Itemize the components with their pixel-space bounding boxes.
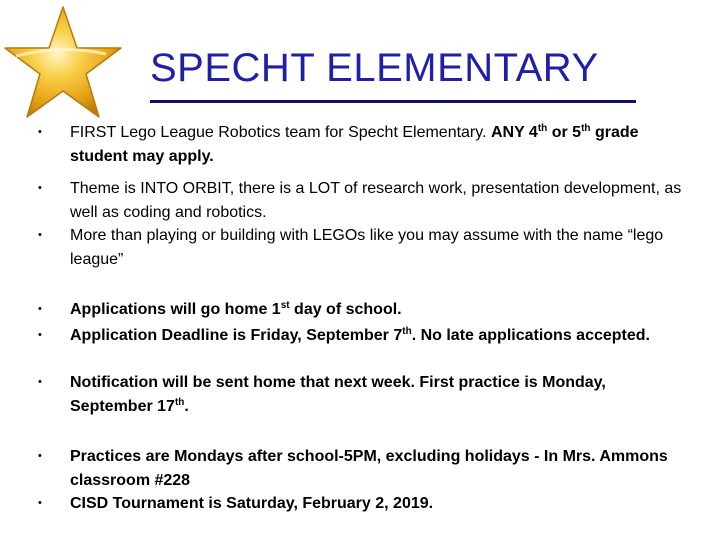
bullet-text <box>70 445 682 492</box>
bullet-text <box>70 324 682 348</box>
bullet-text <box>70 224 682 271</box>
text-run: Theme is INTO ORBIT, there is a LOT of research work, presentation development, as well as coding and robotics. <box>70 180 682 221</box>
bullet-text <box>70 298 682 322</box>
text-run: FIRST Lego League Robotics team for Specht Elementary. <box>70 124 491 141</box>
text-run: or 5 <box>547 124 582 141</box>
text-run: day of school. <box>289 301 402 318</box>
bullet-dot: • <box>38 497 42 509</box>
page-title: SPECHT ELEMENTARY <box>150 46 599 90</box>
bullet-dot: • <box>38 126 42 138</box>
bullet-dot: • <box>38 229 42 241</box>
bullet-dot: • <box>38 303 42 315</box>
superscript-text: th <box>581 123 591 134</box>
bullet-dot: • <box>38 376 42 388</box>
bullet-text <box>70 177 682 224</box>
bullet-text <box>70 371 682 418</box>
superscript-text: th <box>174 396 185 408</box>
bullet-text <box>70 121 682 168</box>
text-run: Notification will be sent home that next week. First practice is Monday, September 17 <box>70 374 606 415</box>
text-run: grade student may apply. <box>70 124 639 165</box>
text-run: CISD Tournament is Saturday, February 2, 2019. <box>70 495 434 512</box>
superscript-text: st <box>280 300 290 311</box>
bullet-dot: • <box>38 450 42 462</box>
text-run: . No late applications accepted. <box>411 327 650 344</box>
text-run: Applications will go home 1 <box>70 301 281 318</box>
bullet-dot: • <box>38 329 42 341</box>
bullet-dot: • <box>38 182 42 194</box>
bullet-text <box>70 492 682 516</box>
text-run: Application Deadline is Friday, September 7 <box>70 327 403 344</box>
superscript-text: th <box>537 123 548 134</box>
superscript-text: th <box>402 326 412 337</box>
text-run: More than playing or building with LEGOs like you may assume with the name “lego league” <box>70 227 664 268</box>
text-run: . <box>184 397 189 415</box>
text-run: Practices are Mondays after school-5PM, excluding holidays - In Mrs. Ammons classroom #228 <box>70 448 668 489</box>
text-run: ANY 4 <box>490 124 538 141</box>
